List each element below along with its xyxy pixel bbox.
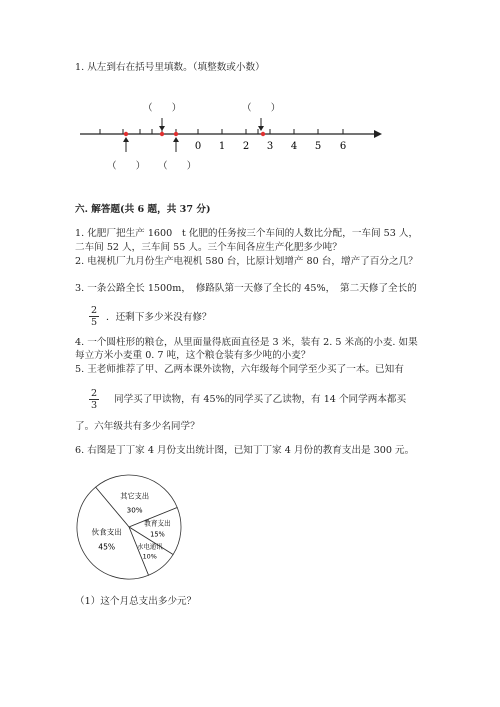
tick-label: 3 [266, 141, 274, 152]
tick-label: 0 [194, 141, 202, 152]
pie-slice-label: 教育支出 [144, 519, 171, 528]
tick-label: 4 [290, 141, 298, 152]
number-line-dot [261, 132, 265, 136]
problem-4-line2: 每立方米小麦重 0. 7 吨，这个粮仓装有多少吨的小麦？ [75, 350, 311, 361]
down-arrow-icon [258, 118, 264, 131]
fraction-denominator: 5 [90, 317, 98, 328]
answer-blank[interactable]: （ ） [242, 103, 281, 114]
pie-slice-value: 15% [150, 530, 165, 539]
problem-4-line1: 4. 一个圆柱形的粮仓，从里面量得底面直径是 3 米，装有 2. 5 米高的小麦. 如果 [75, 337, 418, 348]
pie-slice-value: 45% [98, 542, 116, 552]
problem-5-line1: 5. 王老师推荐了甲、乙两本课外读物，六年级每个同学至少买了一本。已知有 [75, 364, 404, 375]
fraction-numerator: 2 [90, 305, 98, 316]
sub-question-1: （1）这个月总支出多少元？ [75, 596, 197, 607]
problem-5-line3: 了。六年级共有多少名同学？ [75, 421, 200, 432]
down-arrow-icon [159, 118, 165, 131]
problem-1-line2: 二车间 52 人，三车间 55 人。三个车间各应生产化肥多少吨？ [75, 242, 342, 253]
tick-label: 5 [314, 141, 322, 152]
section-heading: 六. 解答题(共 6 题，共 37 分) [75, 204, 211, 215]
problem-3-line2: ．还剩下多少米没有修？ [106, 312, 212, 323]
tick-label: 2 [242, 141, 250, 152]
problem-2-line1: 2. 电视机厂九月份生产电视机 580 台，比原计划增产 80 台，增产了百分之几？ [75, 256, 418, 267]
problem-3-line1: 3. 一条公路全长 1500m， 修路队第一天修了全长的 45%， 第二天修了全长的 [75, 283, 417, 294]
pie-slice-label: 水电通讯 [136, 542, 163, 551]
problem-1-line1: 1. 化肥厂把生产 1600 t 化肥的任务按三个车间的人数比分配，一车间 53 人， [75, 228, 419, 239]
pie-chart [74, 472, 184, 582]
pie-slice-value: 30% [126, 505, 143, 515]
problem-6-line1: 6. 右图是丁丁家 4 月份支出统计图，已知丁丁家 4 月份的教育支出是 300 元。 [75, 445, 415, 456]
tick-label: 6 [339, 141, 347, 152]
pie-slice-value: 10% [142, 552, 157, 561]
answer-blank[interactable]: （ ） [143, 103, 182, 114]
q1-label: 1. 从左到右在括号里填数。（填整数或小数） [75, 62, 265, 73]
number-line-arrowhead-icon [374, 130, 382, 138]
fraction-denominator: 3 [90, 400, 98, 411]
number-line-dot [174, 132, 178, 136]
number-line-dot [124, 132, 128, 136]
tick-label: 1 [218, 141, 226, 152]
fraction [88, 388, 100, 411]
up-arrow-icon [123, 137, 129, 152]
problem-5-line2: 同学买了甲读物，有 45%的同学买了乙读物，有 14 个同学两本都买 [114, 394, 407, 405]
answer-blank[interactable]: （ ） [158, 161, 197, 172]
fraction [88, 305, 100, 328]
number-line-dot [160, 132, 164, 136]
answer-blank[interactable]: （ ） [107, 161, 146, 172]
pie-slice-label: 其它支出 [120, 491, 150, 501]
fraction-numerator: 2 [90, 388, 98, 399]
pie-slice-label: 伙食支出 [91, 527, 122, 537]
up-arrow-icon [173, 137, 179, 152]
